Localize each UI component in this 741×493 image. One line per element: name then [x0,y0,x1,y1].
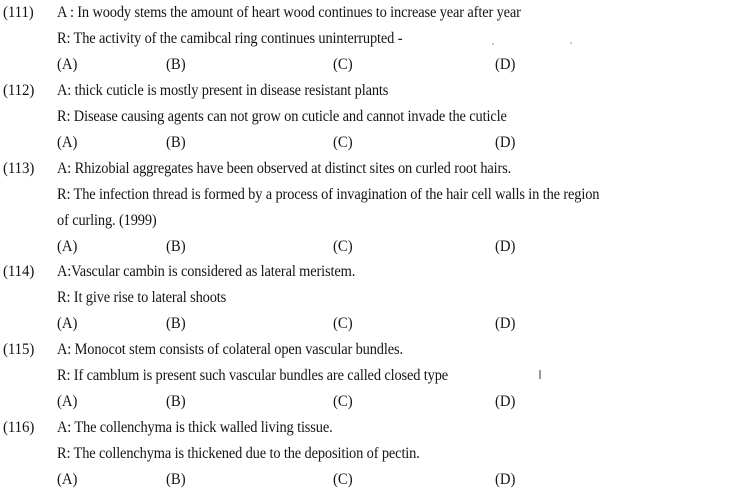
question-block [0,156,741,260]
question-block [0,415,741,493]
option-d[interactable]: (D) [495,315,516,332]
reason-continuation-line [0,208,741,234]
option-b[interactable]: (B) [166,393,186,410]
question-block [0,259,741,337]
question-number: (116) [3,419,35,436]
reason-continuation-text: of curling. (1999) [57,212,157,229]
question-block [0,0,741,78]
question-number: (114) [3,263,35,280]
reason-line [0,26,741,52]
reason-line [0,104,741,130]
assertion-line [0,156,741,182]
options-row [0,234,741,260]
reason-text: R: If camblum is present such vascular bundles are called closed type [57,367,449,384]
assertion-text: A: thick cuticle is mostly present in disease resistant plants [57,82,389,99]
reason-line [0,363,741,389]
options-row [0,311,741,337]
option-a[interactable]: (A) [57,56,78,73]
reason-text: R: Disease causing agents can not grow on cuticle and cannot invade the cuticle [57,108,507,125]
option-a[interactable]: (A) [57,471,78,488]
option-c[interactable]: (C) [333,134,353,151]
option-b[interactable]: (B) [166,315,186,332]
assertion-line [0,415,741,441]
option-a[interactable]: (A) [57,393,78,410]
option-c[interactable]: (C) [333,56,353,73]
option-c[interactable]: (C) [333,393,353,410]
option-c[interactable]: (C) [333,471,353,488]
question-block [0,337,741,415]
option-d[interactable]: (D) [495,56,516,73]
reason-text: R: The activity of the camibcal ring continues uninterrupted - [57,30,403,47]
question-number: (112) [3,82,35,99]
reason-line [0,441,741,467]
option-c[interactable]: (C) [333,238,353,255]
assertion-line [0,0,741,26]
options-row [0,130,741,156]
question-number: (111) [3,4,34,21]
assertion-text: A:Vascular cambin is considered as lateral meristem. [57,263,356,280]
assertion-line [0,78,741,104]
option-b[interactable]: (B) [166,238,186,255]
question-number: (113) [3,160,35,177]
reason-text: R: The collenchyma is thickened due to the deposition of pectin. [57,445,420,462]
reason-line [0,285,741,311]
option-d[interactable]: (D) [495,393,516,410]
options-row [0,389,741,415]
assertion-text: A: Monocot stem consists of colateral open vascular bundles. [57,341,403,358]
reason-text: R: It give rise to lateral shoots [57,289,227,306]
option-d[interactable]: (D) [495,134,516,151]
option-d[interactable]: (D) [495,238,516,255]
option-a[interactable]: (A) [57,238,78,255]
question-number: (115) [3,341,35,358]
scan-artifact-dot [492,43,494,45]
scan-artifact-mark [539,370,541,379]
assertion-text: A: The collenchyma is thick walled living tissue. [57,419,333,436]
option-b[interactable]: (B) [166,471,186,488]
option-a[interactable]: (A) [57,134,78,151]
option-a[interactable]: (A) [57,315,78,332]
assertion-text: A : In woody stems the amount of heart wood continues to increase year after year [57,4,521,21]
option-c[interactable]: (C) [333,315,353,332]
scan-artifact-dot [570,42,572,44]
assertion-line [0,337,741,363]
assertion-line [0,259,741,285]
reason-text: R: The infection thread is formed by a process of invagination of the hair cell walls in the region [57,186,600,203]
assertion-text: A: Rhizobial aggregates have been observed at distinct sites on curled root hairs. [57,160,512,177]
option-b[interactable]: (B) [166,56,186,73]
options-row [0,467,741,493]
options-row [0,52,741,78]
reason-line [0,182,741,208]
option-d[interactable]: (D) [495,471,516,488]
question-block [0,78,741,156]
option-b[interactable]: (B) [166,134,186,151]
